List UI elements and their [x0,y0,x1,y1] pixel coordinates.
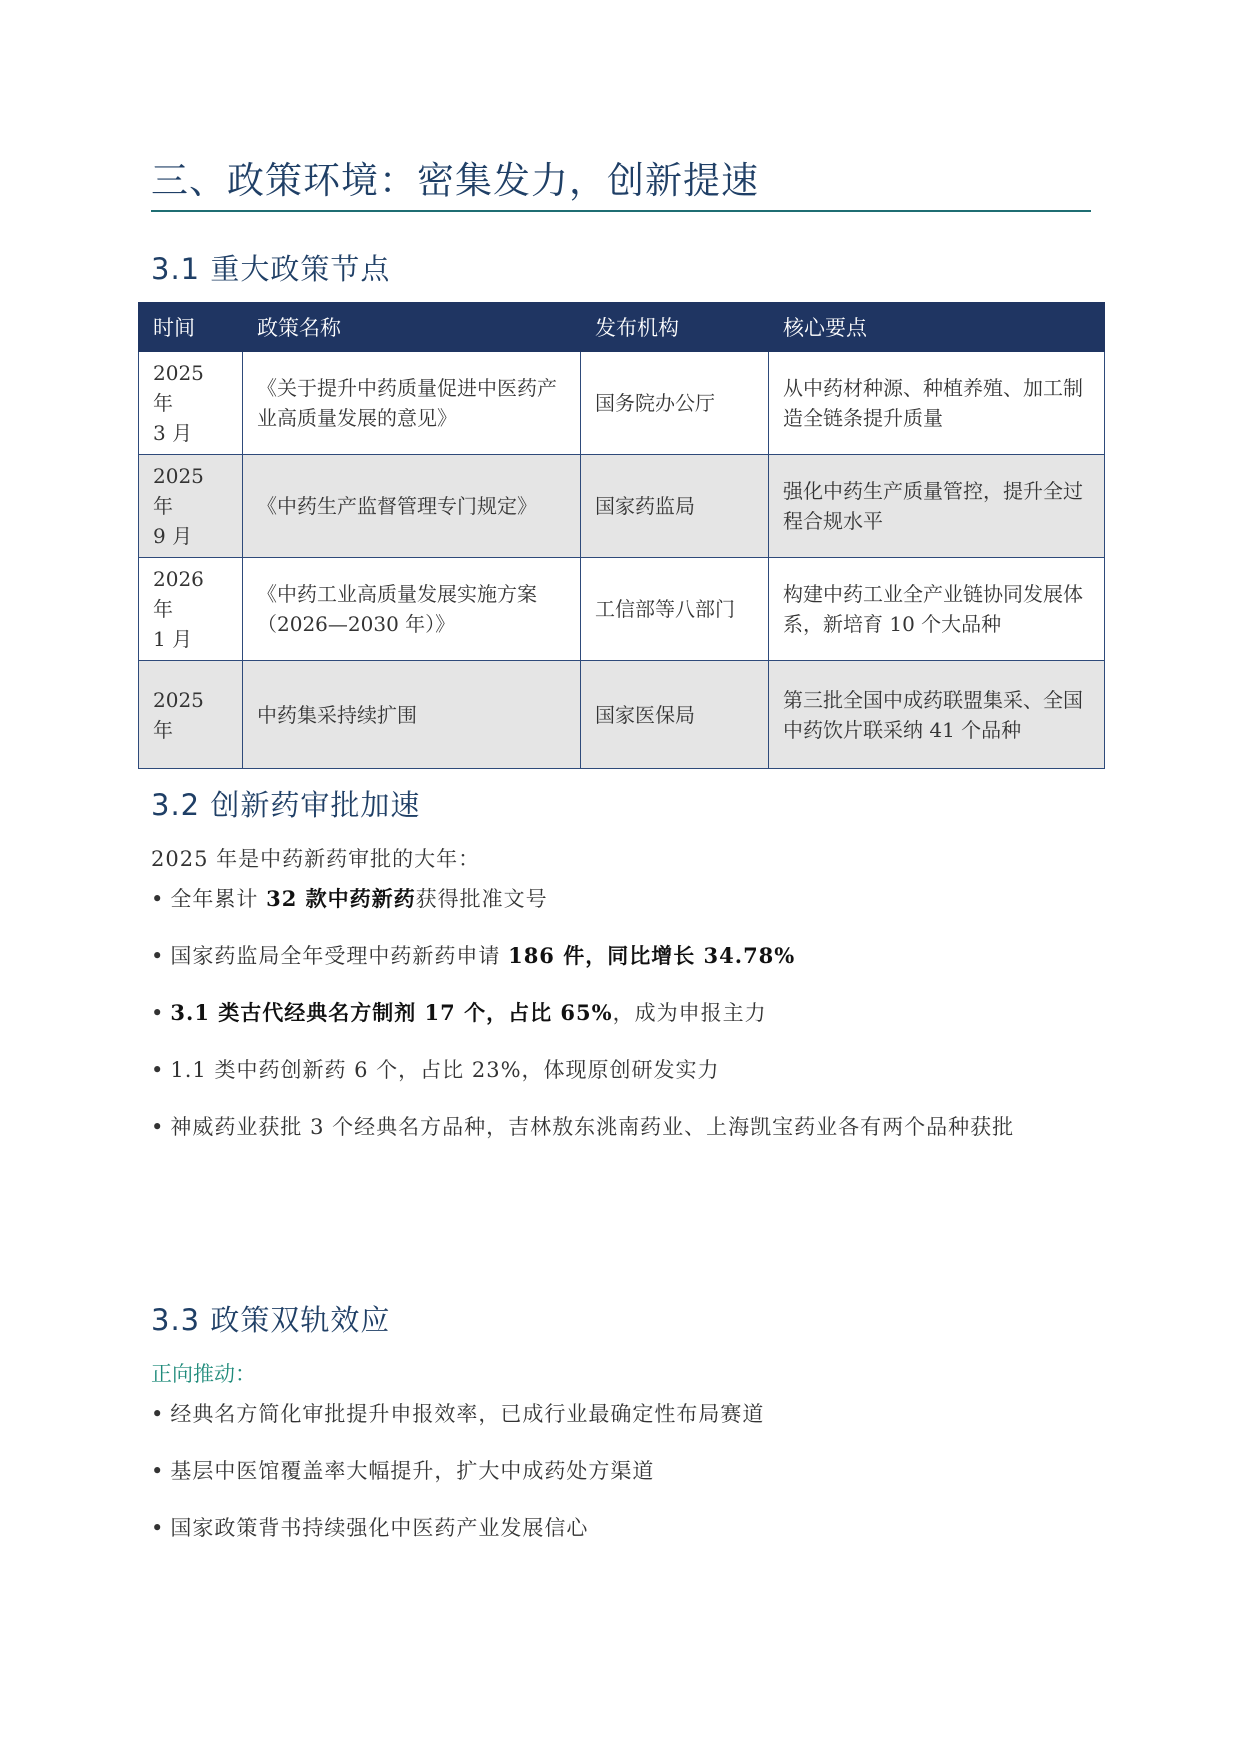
cell-key-points: 强化中药生产质量管控，提升全过程合规水平 [769,455,1105,558]
list-item [151,1103,1096,1151]
bullet-dot: • [151,1058,165,1082]
cell-time: 2025 年 9 月 [139,455,243,558]
cell-policy-name: 中药集采持续扩围 [243,661,581,769]
bullet-dot: • [151,1459,165,1483]
cell-policy-name: 《中药生产监督管理专门规定》 [243,455,581,558]
header-policy-name: 政策名称 [243,303,581,352]
header-time: 时间 [139,303,243,352]
title-divider [151,210,1091,212]
list-item [151,875,1096,923]
cell-issuer: 国家药监局 [581,455,769,558]
table-row [139,352,1105,455]
list-item [151,1447,1096,1495]
cell-issuer: 工信部等八部门 [581,558,769,661]
list-item [151,989,1096,1037]
cell-time: 2025 年 3 月 [139,352,243,455]
text-run: ，成为申报主力 [612,1001,767,1025]
header-issuer: 发布机构 [581,303,769,352]
cell-time: 2026 年 1 月 [139,558,243,661]
cell-key-points: 从中药材种源、种植养殖、加工制造全链条提升质量 [769,352,1105,455]
positive-drivers-subheading: 正向推动： [151,1362,256,1386]
table-row [139,558,1105,661]
table-row [139,455,1105,558]
bold-text-run: 186 件，同比增长 34.78% [508,943,796,968]
bullet-dot: • [151,1402,165,1426]
page-title: 三、政策环境：密集发力，创新提速 [151,159,759,202]
list-item [151,932,1096,980]
section-heading-3-1: 3.1 重大政策节点 [151,252,391,286]
cell-policy-name: 《中药工业高质量发展实施方案（2026—2030 年）》 [243,558,581,661]
cell-time: 2025 年 [139,661,243,769]
text-run: 基层中医馆覆盖率大幅提升，扩大中成药处方渠道 [170,1459,655,1483]
intro-text: 2025 年是中药新药审批的大年： [151,847,481,871]
cell-issuer: 国家医保局 [581,661,769,769]
section-heading-3-3: 3.3 政策双轨效应 [151,1303,391,1337]
list-item [151,1046,1096,1094]
bullet-dot: • [151,887,165,911]
cell-key-points: 第三批全国中成药联盟集采、全国中药饮片联采纳 41 个品种 [769,661,1105,769]
text-run: 获得批准文号 [415,887,548,911]
text-run: 1.1 类中药创新药 6 个，占比 23%，体现原创研发实力 [170,1058,720,1082]
bold-text-run: 32 款中药新药 [266,886,416,911]
bullet-dot: • [151,944,165,968]
list-item [151,1504,1096,1552]
text-run: 国家政策背书持续强化中医药产业发展信心 [170,1516,589,1540]
bullet-dot: • [151,1001,165,1025]
cell-policy-name: 《关于提升中药质量促进中医药产业高质量发展的意见》 [243,352,581,455]
table-row [139,661,1105,769]
cell-key-points: 构建中药工业全产业链协同发展体系，新培育 10 个大品种 [769,558,1105,661]
text-run: 经典名方简化审批提升申报效率，已成行业最确定性布局赛道 [170,1402,765,1426]
text-run: 国家药监局全年受理中药新药申请 [170,944,509,968]
header-key-points: 核心要点 [769,303,1105,352]
cell-issuer: 国务院办公厅 [581,352,769,455]
bullet-dot: • [151,1516,165,1540]
list-item [151,1390,1096,1438]
bold-text-run: 3.1 类古代经典名方制剂 17 个，占比 65% [170,1000,613,1025]
text-run: 神威药业获批 3 个经典名方品种，吉林敖东洮南药业、上海凯宝药业各有两个品种获批 [170,1115,1015,1139]
table-header-row [139,303,1105,352]
policy-table [138,302,1105,769]
section-heading-3-2: 3.2 创新药审批加速 [151,788,421,822]
text-run: 全年累计 [170,887,267,911]
bullet-dot: • [151,1115,165,1139]
